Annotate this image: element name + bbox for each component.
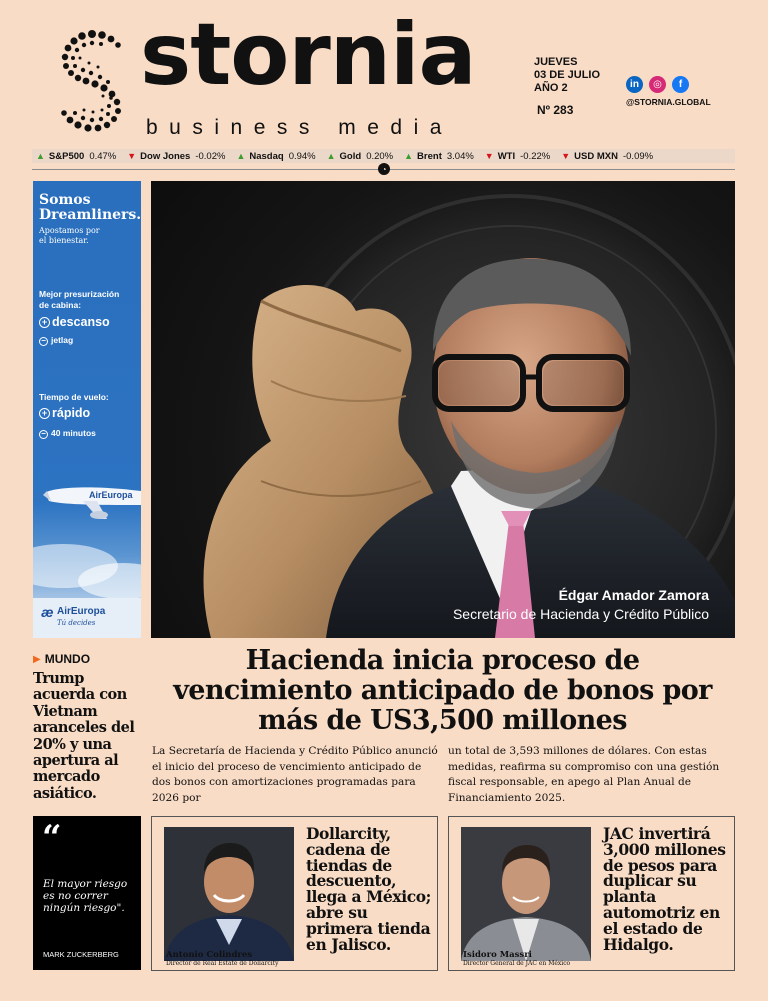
ad-plus-text: descanso: [52, 315, 110, 329]
ad-plus-text: rápido: [52, 406, 91, 420]
ticker-value: 0.94%: [288, 150, 316, 162]
brand-name: stornia: [140, 5, 476, 105]
aireuropa-logo-icon: æ: [41, 604, 54, 620]
up-arrow-icon: ▲: [236, 151, 246, 161]
ad-headline-line: Dreamliners.: [39, 207, 141, 223]
quote-mark-icon: “: [42, 818, 62, 858]
person-photo: [461, 827, 591, 961]
aireuropa-ad[interactable]: [33, 181, 141, 638]
story-card-jac[interactable]: [448, 816, 735, 971]
hero-illustration: [151, 181, 735, 638]
ticker-item: [485, 151, 550, 162]
ad-subline-line: Apostamos por: [39, 226, 100, 235]
ticker-value: -0.22%: [520, 150, 551, 162]
ad-brand-bar: [33, 598, 141, 638]
ticker-item: [236, 151, 315, 162]
person-role: Director de Real Estate de Dollarcity: [166, 960, 279, 967]
main-headline[interactable]: Hacienda inicia proceso de vencimiento anticipado de bonos por más de US3,500 millones: [173, 645, 712, 736]
article-body-col-2: un total de 3,593 millones de dólares. Con estas medidas, reafirma su compromiso con una gestión fiscal responsable, en apego al Plan Anual de Financiamiento 2025.: [448, 745, 720, 804]
down-arrow-icon: ▼: [484, 151, 494, 161]
linkedin-icon[interactable]: in: [626, 76, 643, 93]
card-headline[interactable]: JAC invertirá 3,000 millones de pesos para duplicar su planta automotriz en el estado de Hidalgo.: [603, 824, 726, 954]
person-name: Antonio Colindres: [166, 950, 253, 960]
ad-minus-text: 40 minutos: [51, 428, 96, 438]
hero-caption-role: Secretario de Hacienda y Crédito Público: [452, 606, 709, 622]
ad-feature-line: de cabina:: [39, 300, 82, 310]
section-label-mundo[interactable]: [33, 652, 90, 666]
mundo-headline[interactable]: Trump acuerda con Vietnam aranceles del 20% y una apertura al mercado asiático.: [33, 670, 135, 802]
ticker-value: 0.47%: [89, 150, 117, 162]
ad-subline: [39, 226, 100, 246]
quote-box: [33, 816, 141, 970]
ticker-name: Dow Jones: [140, 150, 191, 162]
social-links: [626, 76, 689, 93]
ad-brand-tagline: Tú decides: [57, 619, 96, 627]
ad-feature-line: Mejor presurización: [39, 289, 120, 299]
ticker-name: Brent: [417, 150, 442, 162]
issue-date-text: 03 DE JULIO: [534, 69, 601, 81]
ticker-item: [36, 151, 116, 162]
quote-author: MARK ZUCKERBERG: [43, 950, 119, 959]
minus-icon: −: [39, 430, 48, 439]
brand-tagline: business media: [146, 116, 453, 139]
down-arrow-icon: ▼: [127, 151, 137, 161]
hero-photo[interactable]: [151, 181, 735, 638]
quote-text: El mayor riesgo es no correr ningún riesgo".: [43, 878, 128, 914]
ticker-value: -0.02%: [195, 150, 226, 162]
minus-icon: −: [39, 337, 48, 346]
ad-plus-item: [39, 315, 110, 329]
ad-feature-label: [39, 289, 119, 311]
ticker-name: WTI: [497, 150, 516, 162]
person-photo: [164, 827, 294, 961]
ad-headline-line: Somos: [39, 192, 91, 208]
story-card-dollarcity[interactable]: [151, 816, 438, 971]
issue-year: AÑO 2: [534, 82, 568, 94]
plus-icon: +: [39, 408, 50, 419]
ad-subline-line: el bienestar.: [39, 236, 89, 245]
plane-livery-text: AirEuropa: [89, 490, 133, 500]
issue-date: [534, 56, 600, 95]
ad-minus-text: jetlag: [51, 335, 74, 345]
person-name: Isidoro Massri: [463, 950, 532, 960]
section-label-text: MUNDO: [44, 652, 91, 666]
ticker-item: [561, 151, 653, 162]
clock-icon: ◔: [378, 163, 390, 175]
ticker-item: [327, 151, 394, 162]
ticker-name: Nasdaq: [249, 150, 284, 162]
ticker-value: 0.20%: [366, 150, 394, 162]
up-arrow-icon: ▲: [326, 151, 336, 161]
social-handle: @STORNIA.GLOBAL: [626, 97, 711, 107]
ad-minus-item: [39, 335, 73, 346]
person-role: Director General de JAC en México: [463, 960, 571, 967]
market-ticker: [32, 149, 735, 163]
play-icon: ▶: [33, 653, 41, 665]
ad-plus-item: [39, 406, 90, 420]
ticker-item: [404, 151, 474, 162]
issue-number: Nº 283: [537, 103, 574, 117]
down-arrow-icon: ▼: [561, 151, 571, 161]
ticker-name: USD MXN: [574, 150, 618, 162]
card-headline[interactable]: Dollarcity, cadena de tiendas de descuento, llega a México; abre su primera tienda en Jalisco.: [306, 824, 432, 954]
ad-headline: [39, 193, 141, 223]
facebook-icon[interactable]: f: [672, 76, 689, 93]
airplane-icon: [33, 471, 141, 601]
hero-caption-name: Édgar Amador Zamora: [558, 587, 709, 603]
ad-brand-name: AirEuropa: [57, 606, 106, 617]
up-arrow-icon: ▲: [36, 151, 45, 161]
ad-minus-item: [39, 428, 96, 439]
person-portrait: [164, 827, 294, 961]
plus-icon: +: [39, 317, 50, 328]
person-portrait: [461, 827, 591, 961]
ticker-name: Gold: [339, 150, 362, 162]
ad-feature-label: Tiempo de vuelo:: [39, 392, 109, 402]
stornia-logo-icon: [58, 28, 126, 132]
issue-day: JUEVES: [534, 56, 578, 68]
article-body-col-1: La Secretaría de Hacienda y Crédito Público anunció el inicio del proceso de vencimiento anticipado de dos bonos con amortizaciones programadas para 2026 por: [152, 745, 438, 804]
instagram-icon[interactable]: ◎: [649, 76, 666, 93]
ticker-item: [127, 151, 225, 162]
up-arrow-icon: ▲: [404, 151, 414, 161]
ticker-value: 3.04%: [446, 150, 474, 162]
ticker-name: S&P500: [48, 150, 85, 162]
ticker-value: -0.09%: [622, 150, 654, 162]
